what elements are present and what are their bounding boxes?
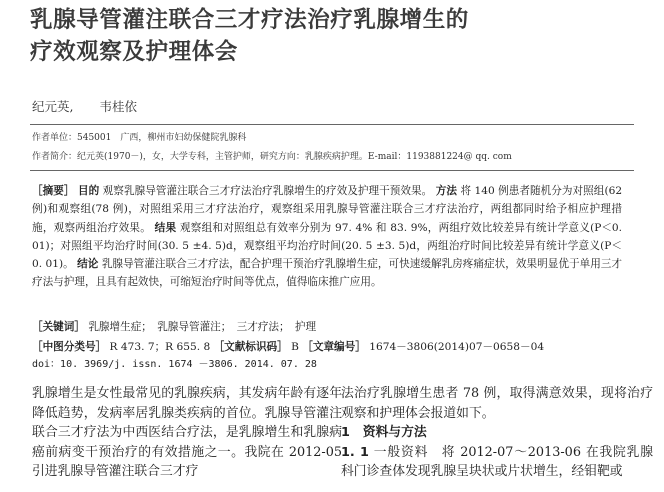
section-heading: 1 资料与方法 [341,425,427,441]
divider-top [30,124,634,125]
body-left-column [32,384,342,482]
body-right-paragraph: 法治疗乳腺增生患者 78 例，取得满意效果，现将治疗观察和护理体会报道如下。 [341,386,653,421]
doc-code-text: B [291,341,299,353]
abstract-purpose-label: 目的 [77,185,100,197]
affiliation: 作者单位：545001 广西，柳州市妇幼保健院乳腺科 [32,133,247,143]
keywords-head: ［关键词］ [32,321,85,333]
abstract-conclusion-text: 乳腺导管灌注联合三才疗法，配合护理干预治疗乳腺增生症，可快速缓解乳房疼痛症状，效果明显优于单用三才疗法与护理，且具有起效快，可缩短治疗时间等优点，值得临床推广应用。 [32,258,623,289]
doc-code-head: ［文献标识码］ [213,341,288,353]
body-right-column [341,384,653,482]
author-bio: 作者简介：纪元英(1970－)，女，大学专科，主管护师，研究方向：乳腺疾病护理。E-mail：1193881224@ qq. com [32,152,512,162]
abstract-result-label: 结果 [154,221,177,234]
article-title [30,4,650,68]
article-number-head: ［文章编号］ [302,341,366,353]
abstract-head: ［摘要］ [32,185,75,197]
authors [32,99,159,115]
abstract [32,182,622,292]
clc-text: R 473. 7；R 655. 8 [109,341,211,353]
clc-head: ［中图分类号］ [32,341,107,353]
subsection-text: 一般资料 将 2012-07～2013-06 在我院乳腺科门诊查体发现乳腺呈块状或片状增生，经钼靶或 [341,444,653,480]
subsection-paragraph [341,443,653,482]
abstract-method-label: 方法 [435,185,458,197]
author-1: 纪元英, [32,99,74,114]
keywords [32,318,622,336]
abstract-result-text: 观察组和对照组总有效率分别为 97. 4% 和 83. 9%，两组疗效比较差异有统计学意义(P＜0. 01)；对照组平均治疗时间(30. 5 ±4. 5)d，观察组平均治疗时间(20. 5 ±3. 5)d，两组治疗时间比较差异有统计学意义(P＜0. 01)。 [32,221,623,271]
classification [32,338,622,356]
author-2: 韦桂依 [99,99,137,114]
keywords-text: 乳腺增生症； 乳腺导管灌注； 三才疗法； 护理 [88,321,317,333]
title-line-1: 乳腺导管灌注联合三才疗法治疗乳腺增生的 [30,7,469,33]
subsection-number: 1. 1 [341,444,369,460]
title-line-2: 疗效观察及护理体会 [30,39,238,65]
body-left-text: 乳腺增生是女性最常见的乳腺疾病，其发病年龄有逐年降低趋势，发病率居乳腺类疾病的首位。乳腺导管灌注联合三才疗法为中西医结合疗法，是乳腺增生和乳腺病癌前病变干预治疗的有效措施之一。我院在 2012-05 引进乳腺导管灌注联合三才疗 [32,386,342,480]
doi: doi：10. 3969/j. issn. 1674 －3806. 2014. 07. 28 [32,359,317,370]
divider-bottom [30,170,634,171]
article-number-text: 1674－3806(2014)07－0658－04 [369,341,545,353]
abstract-purpose-text: 观察乳腺导管灌注联合三才疗法治疗乳腺增生的疗效及护理干预效果。 [102,185,433,197]
abstract-method-text: 将 140 例患者随机分为对照组(62 例)和观察组(78 例)，对照组采用三才疗法治疗，观察组采用乳腺导管灌注联合三才疗法治疗，两组都同时给予相应护理措施，观察两组治疗效果。 [32,185,623,234]
abstract-conclusion-label: 结论 [77,258,99,271]
